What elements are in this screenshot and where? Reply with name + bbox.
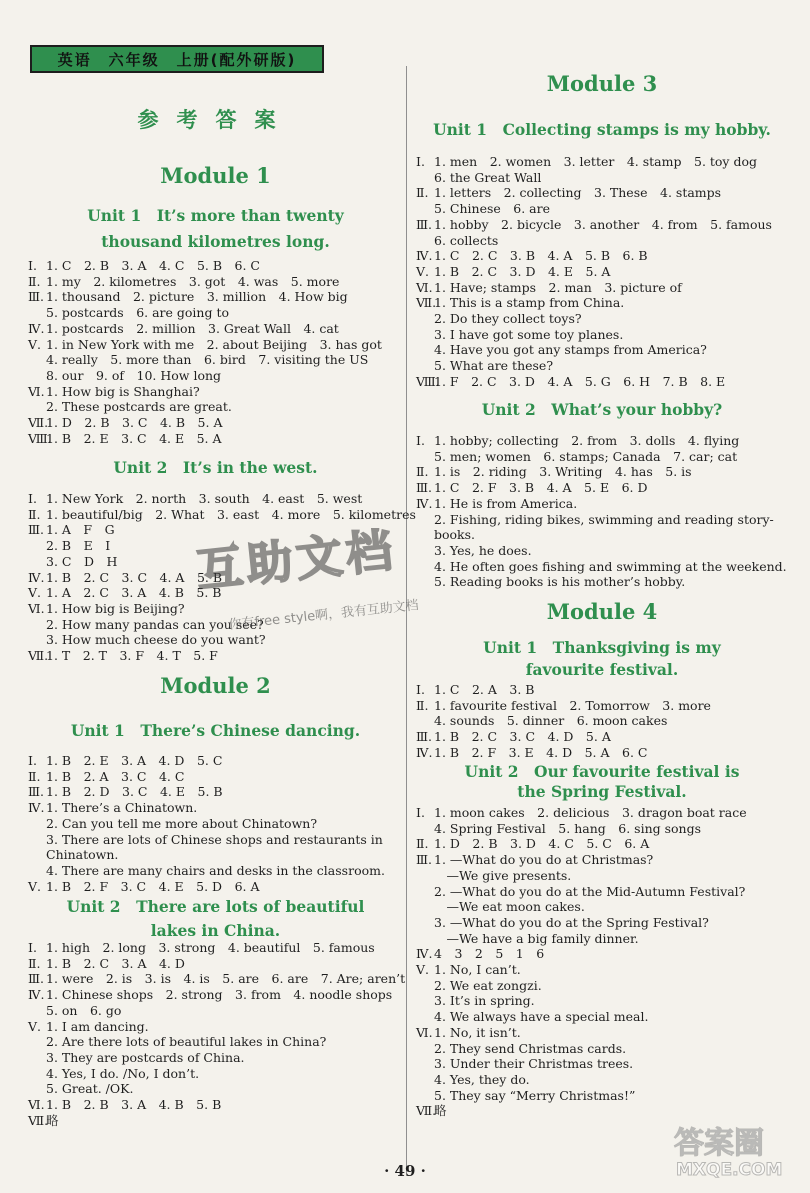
answer-line xyxy=(416,899,788,915)
exercise-numeral: Ⅴ. xyxy=(28,878,42,894)
m3-unit2-title: Unit 2 What’s your hobby? xyxy=(481,400,723,419)
answer-text: 3. Yes, he does. xyxy=(434,542,532,558)
exercise-numeral: Ⅷ. xyxy=(28,430,52,446)
answer-text: 2. They send Christmas cards. xyxy=(434,1040,627,1056)
answer-line xyxy=(416,682,788,698)
exercise-numeral: Ⅶ. xyxy=(28,415,49,431)
answer-line xyxy=(416,154,788,170)
answer-line xyxy=(416,1041,788,1057)
exercise-numeral: Ⅴ. xyxy=(28,336,42,352)
answer-line xyxy=(28,337,403,353)
answer-text: 1. my 2. kilometres 3. got 4. was 5. more xyxy=(46,273,340,289)
answer-text: 4. Yes, I do. /No, I don’t. xyxy=(46,1065,200,1081)
answer-text: 1. letters 2. collecting 3. These 4. stamps xyxy=(434,185,722,201)
answer-line xyxy=(28,1019,403,1035)
answer-line xyxy=(28,971,406,987)
answer-line xyxy=(28,431,403,447)
answer-line xyxy=(28,1034,403,1050)
answer-text: 2. —What do you do at the Mid-Autumn Festival? xyxy=(434,883,746,899)
answer-text: 4. sounds 5. dinner 6. moon cakes xyxy=(434,713,668,729)
answer-text: 1. D 2. B 3. C 4. B 5. A xyxy=(46,415,223,431)
answer-line xyxy=(416,574,788,590)
answer-text: 4. Spring Festival 5. hang 6. sing songs xyxy=(434,820,701,836)
answer-text: 1. A F G xyxy=(46,522,115,538)
answer-text: 1. F 2. C 3. D 4. A 5. G 6. H 7. B 8. E xyxy=(434,373,726,389)
exercise-numeral: Ⅲ. xyxy=(28,289,45,305)
answer-text: 1. C 2. C 3. B 4. A 5. B 6. B xyxy=(434,248,648,264)
answer-text: 1. How big is Beijing? xyxy=(46,600,185,616)
corner-logo: 答案圈 xyxy=(674,1126,764,1161)
answer-line xyxy=(416,931,788,947)
answer-line xyxy=(416,464,788,480)
answer-text: —We have a big family dinner. xyxy=(434,930,639,946)
m4-unit1-title-line1: Unit 1 Thanksgiving is my xyxy=(483,638,721,657)
exercise-numeral: Ⅳ. xyxy=(28,800,45,816)
exercise-numeral: Ⅰ. xyxy=(28,258,37,273)
answer-line xyxy=(416,1088,788,1104)
answer-text: 1. I am dancing. xyxy=(46,1018,149,1034)
answer-line xyxy=(416,1056,788,1072)
answer-text: 2. Fishing, riding bikes, swimming and reading story- xyxy=(434,511,774,527)
answer-line xyxy=(416,852,788,868)
answer-line xyxy=(416,248,788,264)
answer-text: 略 xyxy=(434,1103,447,1119)
answer-line xyxy=(28,769,403,785)
answer-line xyxy=(28,816,403,832)
book-header-box xyxy=(30,45,324,73)
answer-line xyxy=(28,289,403,305)
m3-unit1-title: Unit 1 Collecting stamps is my hobby. xyxy=(433,120,771,139)
answer-line xyxy=(416,1103,788,1119)
answer-text: 1. B 2. E 3. A 4. D 5. C xyxy=(46,753,223,768)
answer-text: 1. C 2. B 3. A 4. C 5. B 6. C xyxy=(46,258,260,273)
answer-line xyxy=(416,342,788,358)
answer-text: books. xyxy=(434,527,476,543)
answer-line xyxy=(416,729,788,745)
answer-text: 1. postcards 2. million 3. Great Wall 4. cat xyxy=(46,320,339,336)
exercise-numeral: Ⅴ. xyxy=(28,1018,42,1034)
answer-text: 1. beautiful/big 2. What 3. east 4. more 5. kilometres xyxy=(46,506,416,522)
exercise-numeral: Ⅳ. xyxy=(28,569,45,585)
answer-line xyxy=(28,832,403,848)
answer-text: 2. B E I xyxy=(46,538,111,554)
answer-text: 5. What are these? xyxy=(434,358,554,374)
answer-text: 1. He is from America. xyxy=(434,495,578,511)
exercise-numeral: Ⅴ. xyxy=(416,962,430,978)
answer-line xyxy=(416,374,788,390)
answer-line xyxy=(28,1066,403,1082)
exercise-numeral: Ⅲ. xyxy=(416,216,433,232)
exercise-numeral: Ⅳ. xyxy=(416,744,433,760)
answer-text: 1. B 2. C 3. A 4. D xyxy=(46,955,185,971)
answer-line xyxy=(28,321,403,337)
answer-line xyxy=(416,946,788,962)
exercise-numeral: Ⅵ. xyxy=(416,279,433,295)
m1-unit1-title-line2: thousand kilometres long. xyxy=(101,232,330,251)
answer-line xyxy=(416,217,788,233)
answer-line xyxy=(28,258,403,274)
answer-text: 1. men 2. women 3. letter 4. stamp 5. toy dog xyxy=(434,154,757,169)
m4-unit2-title-line2: the Spring Festival. xyxy=(517,782,687,801)
answer-text: 5. Reading books is his mother’s hobby. xyxy=(434,574,686,590)
corner-url: MXQE.COM xyxy=(676,1160,783,1180)
answer-line xyxy=(416,993,788,1009)
answer-text: 1. B 2. A 3. C 4. C xyxy=(46,768,185,784)
answer-text: 1. favourite festival 2. Tomorrow 3. more xyxy=(434,697,711,713)
answer-text: 1. thousand 2. picture 3. million 4. How big xyxy=(46,289,348,305)
exercise-numeral: Ⅱ. xyxy=(416,836,429,852)
answer-text: 1. New York 2. north 3. south 4. east 5. west xyxy=(46,491,363,506)
answer-text: 1. C 2. A 3. B xyxy=(434,682,535,697)
answer-text: 6. collects xyxy=(434,232,499,248)
exercise-numeral: Ⅵ. xyxy=(416,1024,433,1040)
answer-text: 4. We always have a special meal. xyxy=(434,1009,649,1025)
answer-text: —We give presents. xyxy=(434,867,572,883)
answer-text: 4 3 2 5 1 6 xyxy=(434,946,545,962)
answer-text: 1. B 2. C 3. C 4. A 5. B xyxy=(46,569,223,585)
answer-text: —We eat moon cakes. xyxy=(434,899,585,915)
answer-text: 1. moon cakes 2. delicious 3. dragon boat race xyxy=(434,805,747,820)
answer-line xyxy=(416,962,788,978)
answer-line xyxy=(416,480,788,496)
answer-text: 4. Yes, they do. xyxy=(434,1071,530,1087)
answer-text: 5. Chinese 6. are xyxy=(434,201,550,217)
m3-unit2-answers xyxy=(416,433,788,590)
m4-unit2-answers xyxy=(416,805,788,1119)
answer-text: 4. Have you got any stamps from America? xyxy=(434,342,707,358)
answer-line xyxy=(416,201,788,217)
answer-line xyxy=(28,415,403,431)
m2-unit1-answers xyxy=(28,753,403,894)
module-3-heading: Module 3 xyxy=(546,71,658,96)
m4-unit1-answers xyxy=(416,682,788,761)
answer-line xyxy=(28,305,403,321)
answer-line xyxy=(28,753,403,769)
exercise-numeral: Ⅴ. xyxy=(416,263,430,279)
m2-unit1-title: Unit 1 There’s Chinese dancing. xyxy=(70,721,361,740)
answer-text: 5. men; women 6. stamps; Canada 7. car; cat xyxy=(434,448,738,464)
answer-line xyxy=(416,311,788,327)
answer-line xyxy=(416,1072,788,1088)
answer-text: 3. It’s in spring. xyxy=(434,993,535,1009)
answer-text: 1. Have; stamps 2. man 3. picture of xyxy=(434,279,682,295)
answer-line xyxy=(28,648,403,664)
answer-line xyxy=(28,274,403,290)
answer-line xyxy=(28,847,403,863)
answer-line xyxy=(28,1003,403,1019)
answer-line xyxy=(28,1050,403,1066)
answer-text: 1. No, it isn’t. xyxy=(434,1024,521,1040)
answer-line xyxy=(416,836,788,852)
answer-line xyxy=(28,879,403,895)
answer-text: 2. Are there lots of beautiful lakes in China? xyxy=(46,1034,327,1050)
answer-line xyxy=(28,491,403,507)
answer-line xyxy=(416,264,788,280)
answer-text: 2. These postcards are great. xyxy=(46,399,232,415)
answer-line xyxy=(416,543,788,559)
answer-line xyxy=(28,800,403,816)
answer-text: 1. C 2. F 3. B 4. A 5. E 6. D xyxy=(434,480,648,496)
answer-text: 1. B 2. B 3. A 4. B 5. B xyxy=(46,1097,222,1113)
m1-unit1-title-line1: Unit 1 It’s more than twenty xyxy=(87,206,344,225)
answer-line xyxy=(416,449,788,465)
answer-text: 3. I have got some toy planes. xyxy=(434,326,624,342)
answer-text: 1. T 2. T 3. F 4. T 5. F xyxy=(46,648,218,664)
exercise-numeral: Ⅵ. xyxy=(28,1097,45,1113)
answer-line xyxy=(416,170,788,186)
m2-unit2-title-line2: lakes in China. xyxy=(150,921,281,940)
answer-text: 1. hobby 2. bicycle 3. another 4. from 5. famous xyxy=(434,216,772,232)
exercise-numeral: Ⅱ. xyxy=(28,955,41,971)
answer-line xyxy=(416,978,788,994)
answer-text: 5. on 6. go xyxy=(46,1002,122,1018)
answer-text: 2. Can you tell me more about Chinatown? xyxy=(46,815,318,831)
answer-line xyxy=(416,713,788,729)
answer-text: 6. the Great Wall xyxy=(434,169,542,185)
exercise-numeral: Ⅱ. xyxy=(28,768,41,784)
watermark-subtext: 你有free style啊，我有互助文档 xyxy=(227,598,420,633)
exercise-numeral: Ⅱ. xyxy=(28,273,41,289)
answer-line xyxy=(416,433,788,449)
exercise-numeral: Ⅳ. xyxy=(416,946,433,962)
answer-line xyxy=(28,368,403,384)
answer-line xyxy=(416,233,788,249)
answer-text: 8. our 9. of 10. How long xyxy=(46,367,222,383)
book-header-text: 英语 六年级 上册(配外研版) xyxy=(57,50,297,69)
answer-line xyxy=(416,512,788,528)
answer-line xyxy=(28,987,403,1003)
exercise-numeral: Ⅰ. xyxy=(28,940,37,955)
m1-unit1-answers xyxy=(28,258,403,446)
answer-line xyxy=(416,280,788,296)
m2-unit2-title-line1: Unit 2 There are lots of beautiful xyxy=(66,897,365,916)
answer-line xyxy=(28,1081,403,1097)
answer-line xyxy=(28,632,403,648)
page-number: · 49 · xyxy=(384,1162,426,1180)
exercise-numeral: Ⅰ. xyxy=(28,753,37,768)
answer-text: 3. —What do you do at the Spring Festival? xyxy=(434,914,709,930)
module-1-heading: Module 1 xyxy=(160,163,271,188)
answer-line xyxy=(28,940,403,956)
answer-text: 1. hobby; collecting 2. from 3. dolls 4. flying xyxy=(434,433,740,448)
answer-text: 4. There are many chairs and desks in the classroom. xyxy=(46,862,385,878)
answer-text: 4. really 5. more than 6. bird 7. visiting the US xyxy=(46,352,369,368)
m2-unit2-answers xyxy=(28,940,406,1128)
exercise-numeral: Ⅰ. xyxy=(416,154,425,169)
exercise-numeral: Ⅶ. xyxy=(28,1112,49,1128)
answer-line xyxy=(28,956,403,972)
exercise-numeral: Ⅷ. xyxy=(416,373,440,389)
page-title: 参考答案 xyxy=(137,107,294,132)
answer-text: 1. is 2. riding 3. Writing 4. has 5. is xyxy=(434,464,692,480)
exercise-numeral: Ⅰ. xyxy=(416,805,425,820)
answer-text: 1. B 2. C 3. D 4. E 5. A xyxy=(434,263,611,279)
module-2-heading: Module 2 xyxy=(160,673,271,698)
answer-text: 1. B 2. D 3. C 4. E 5. B xyxy=(46,784,223,800)
answer-text: 1. This is a stamp from China. xyxy=(434,295,625,311)
answer-line xyxy=(416,496,788,512)
answer-text: 1. were 2. is 3. is 4. is 5. are 6. are 7. Are; aren’t xyxy=(46,971,406,987)
answer-text: 3. They are postcards of China. xyxy=(46,1049,245,1065)
answer-line xyxy=(416,295,788,311)
column-divider xyxy=(406,66,407,1174)
answer-text: 1. B 2. C 3. C 4. D 5. A xyxy=(434,729,611,745)
answer-line xyxy=(28,384,403,400)
answer-text: 1. B 2. F 3. C 4. E 5. D 6. A xyxy=(46,878,260,894)
exercise-numeral: Ⅱ. xyxy=(416,697,429,713)
answer-text: 1. B 2. F 3. E 4. D 5. A 6. C xyxy=(434,744,648,760)
answer-text: 1. in New York with me 2. about Beijing 3. has got xyxy=(46,336,382,352)
answer-line xyxy=(416,185,788,201)
answer-text: 2. We eat zongzi. xyxy=(434,977,542,993)
exercise-numeral: Ⅲ. xyxy=(28,971,45,987)
exercise-numeral: Ⅳ. xyxy=(28,320,45,336)
m4-unit2-title-line1: Unit 2 Our favourite festival is xyxy=(464,762,740,781)
exercise-numeral: Ⅲ. xyxy=(416,480,433,496)
exercise-numeral: Ⅵ. xyxy=(28,383,45,399)
answer-text: 4. He often goes fishing and swimming at the weekend. xyxy=(434,558,787,574)
answer-line xyxy=(416,805,788,821)
answer-line xyxy=(28,399,403,415)
answer-line xyxy=(416,868,788,884)
answer-text: Chinatown. xyxy=(46,847,119,863)
exercise-numeral: Ⅶ. xyxy=(416,1103,437,1119)
exercise-numeral: Ⅶ. xyxy=(416,295,437,311)
answer-text: 1. B 2. E 3. C 4. E 5. A xyxy=(46,430,222,446)
exercise-numeral: Ⅰ. xyxy=(416,433,425,448)
answer-text: 3. C D H xyxy=(46,553,118,569)
answer-line xyxy=(28,784,403,800)
answer-text: 5. Great. /OK. xyxy=(46,1081,134,1097)
exercise-numeral: Ⅲ. xyxy=(28,522,45,538)
answer-line xyxy=(28,1097,403,1113)
answer-text: 3. How much cheese do you want? xyxy=(46,632,266,648)
answer-line xyxy=(416,1009,788,1025)
exercise-numeral: Ⅳ. xyxy=(28,987,45,1003)
m3-unit1-answers xyxy=(416,154,788,390)
exercise-numeral: Ⅱ. xyxy=(28,506,41,522)
exercise-numeral: Ⅳ. xyxy=(416,495,433,511)
answer-text: 1. No, I can’t. xyxy=(434,962,521,978)
answer-line xyxy=(416,698,788,714)
exercise-numeral: Ⅰ. xyxy=(28,491,37,506)
answer-line xyxy=(416,527,788,543)
exercise-numeral: Ⅱ. xyxy=(416,185,429,201)
m1-unit2-title: Unit 2 It’s in the west. xyxy=(113,458,318,477)
answer-text: 1. high 2. long 3. strong 4. beautiful 5. famous xyxy=(46,940,375,955)
exercise-numeral: Ⅲ. xyxy=(416,852,433,868)
exercise-numeral: Ⅱ. xyxy=(416,464,429,480)
answer-line xyxy=(416,915,788,931)
answer-text: 1. A 2. C 3. A 4. B 5. B xyxy=(46,585,222,601)
answer-text: 2. Do they collect toys? xyxy=(434,311,582,327)
exercise-numeral: Ⅰ. xyxy=(416,682,425,697)
answer-line xyxy=(28,1113,403,1129)
answer-text: 1. Chinese shops 2. strong 3. from 4. noodle shops xyxy=(46,987,393,1003)
exercise-numeral: Ⅲ. xyxy=(416,729,433,745)
exercise-numeral: Ⅲ. xyxy=(28,784,45,800)
answer-line xyxy=(416,327,788,343)
answer-text: 略 xyxy=(46,1112,59,1128)
answer-text: 1. There’s a Chinatown. xyxy=(46,800,198,816)
answer-text: 1. D 2. B 3. D 4. C 5. C 6. A xyxy=(434,836,650,852)
answer-text: 2. How many pandas can you see? xyxy=(46,616,264,632)
answer-line xyxy=(28,863,403,879)
watermark-text: 互助文档 xyxy=(194,522,399,598)
exercise-numeral: Ⅶ. xyxy=(28,648,49,664)
answer-text: 3. Under their Christmas trees. xyxy=(434,1056,634,1072)
answer-text: 1. How big is Shanghai? xyxy=(46,383,200,399)
answer-text: 5. postcards 6. are going to xyxy=(46,305,230,321)
answer-text: 3. There are lots of Chinese shops and restaurants in xyxy=(46,831,383,847)
answer-line xyxy=(416,559,788,575)
exercise-numeral: Ⅴ. xyxy=(28,585,42,601)
answer-text: 1. —What do you do at Christmas? xyxy=(434,852,654,868)
m4-unit1-title-line2: favourite festival. xyxy=(525,660,679,679)
answer-line xyxy=(416,358,788,374)
answer-line xyxy=(416,1025,788,1041)
answer-line xyxy=(416,821,788,837)
module-4-heading: Module 4 xyxy=(546,599,658,624)
answer-text: 5. They say “Merry Christmas!” xyxy=(434,1087,636,1103)
exercise-numeral: Ⅳ. xyxy=(416,248,433,264)
answer-line xyxy=(416,884,788,900)
answer-line xyxy=(28,352,403,368)
exercise-numeral: Ⅵ. xyxy=(28,600,45,616)
